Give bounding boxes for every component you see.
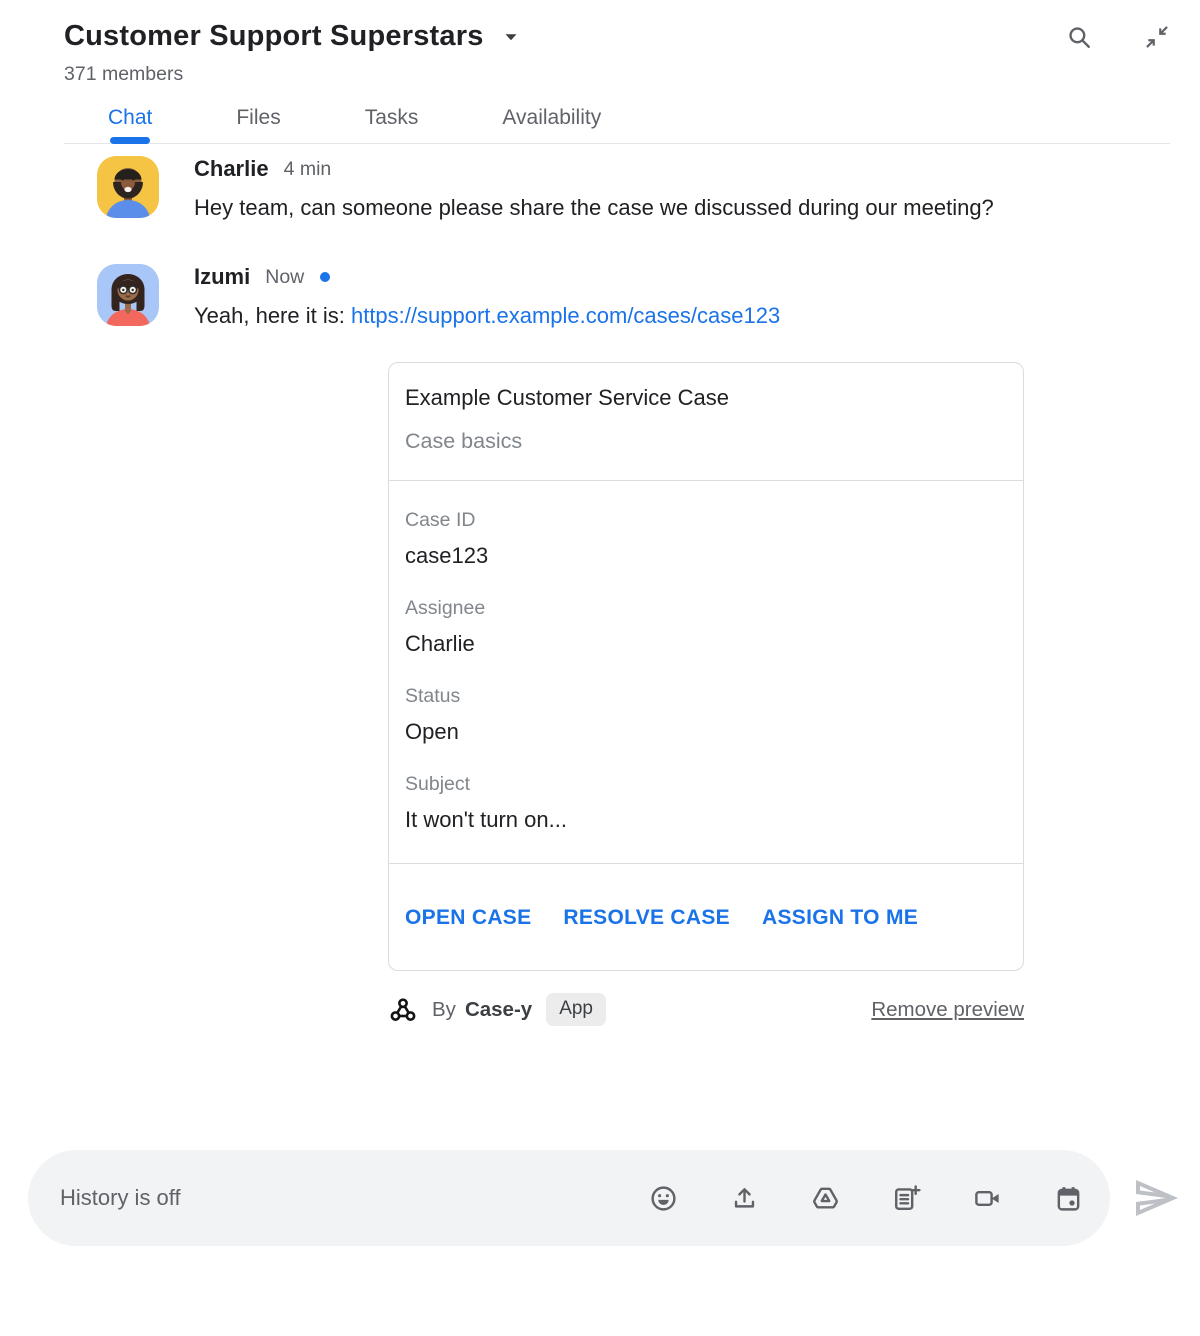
message-text-prefix: Yeah, here it is: xyxy=(194,303,351,328)
member-count: 371 members xyxy=(64,63,184,85)
field-label: Subject xyxy=(405,773,471,795)
composer-pill xyxy=(28,1150,1110,1246)
sender-name[interactable]: Izumi xyxy=(194,264,251,289)
field-label: Assignee xyxy=(405,597,486,619)
case-link[interactable]: https://support.example.com/cases/case123 xyxy=(350,303,781,328)
open-case-button[interactable]: OPEN CASE xyxy=(405,906,532,929)
emoji-icon[interactable] xyxy=(649,1184,678,1213)
app-name: Case-y xyxy=(464,997,533,1021)
avatar-charlie xyxy=(97,156,159,218)
field-value: case123 xyxy=(405,543,489,568)
resolve-case-button[interactable]: RESOLVE CASE xyxy=(563,906,730,929)
app-attribution xyxy=(388,993,1024,1026)
message-input[interactable] xyxy=(58,1184,649,1212)
video-icon[interactable] xyxy=(973,1184,1002,1213)
message-list xyxy=(0,144,1200,1026)
remove-preview-link[interactable]: Remove preview xyxy=(871,997,1024,1021)
message-text: Hey team, can someone please share the case we discussed during our meeting? xyxy=(194,195,994,220)
calendar-icon[interactable] xyxy=(1054,1184,1083,1213)
webhook-icon xyxy=(388,995,418,1025)
app-badge: App xyxy=(546,993,606,1026)
field-value: It won't turn on... xyxy=(405,807,567,832)
tab-chat[interactable]: Chat xyxy=(108,106,152,143)
message-composer xyxy=(28,1150,1180,1246)
tab-tasks[interactable]: Tasks xyxy=(365,106,419,143)
send-icon[interactable] xyxy=(1132,1174,1180,1222)
field-subject xyxy=(405,773,1007,833)
card-title: Example Customer Service Case xyxy=(405,385,730,410)
note-add-icon[interactable] xyxy=(892,1184,921,1213)
page-title[interactable]: Customer Support Superstars xyxy=(64,20,484,52)
sender-name[interactable]: Charlie xyxy=(194,156,269,181)
presence-dot xyxy=(320,272,330,282)
tab-bar xyxy=(64,106,1170,144)
card-subtitle: Case basics xyxy=(405,429,523,453)
message-time: 4 min xyxy=(283,157,332,180)
message-text xyxy=(194,296,1084,336)
message-izumi xyxy=(97,262,1170,1026)
field-label: Case ID xyxy=(405,509,476,531)
tab-availability[interactable]: Availability xyxy=(502,106,601,143)
tab-files[interactable]: Files xyxy=(236,106,280,143)
space-header xyxy=(0,0,1200,144)
drive-icon[interactable] xyxy=(811,1184,840,1213)
field-value: Open xyxy=(405,719,459,744)
message-time: Now xyxy=(265,265,305,288)
link-preview-card xyxy=(388,362,1024,971)
field-case-id xyxy=(405,509,1007,569)
field-assignee xyxy=(405,597,1007,657)
field-value: Charlie xyxy=(405,631,475,656)
message-charlie xyxy=(97,154,1170,228)
avatar-izumi xyxy=(97,264,159,326)
collapse-icon[interactable] xyxy=(1144,24,1170,50)
field-label: Status xyxy=(405,685,461,707)
search-icon[interactable] xyxy=(1066,24,1092,50)
upload-icon[interactable] xyxy=(730,1184,759,1213)
field-status xyxy=(405,685,1007,745)
chevron-down-icon[interactable] xyxy=(499,25,523,49)
by-label: By xyxy=(432,997,456,1021)
assign-to-me-button[interactable]: ASSIGN TO ME xyxy=(761,906,919,929)
